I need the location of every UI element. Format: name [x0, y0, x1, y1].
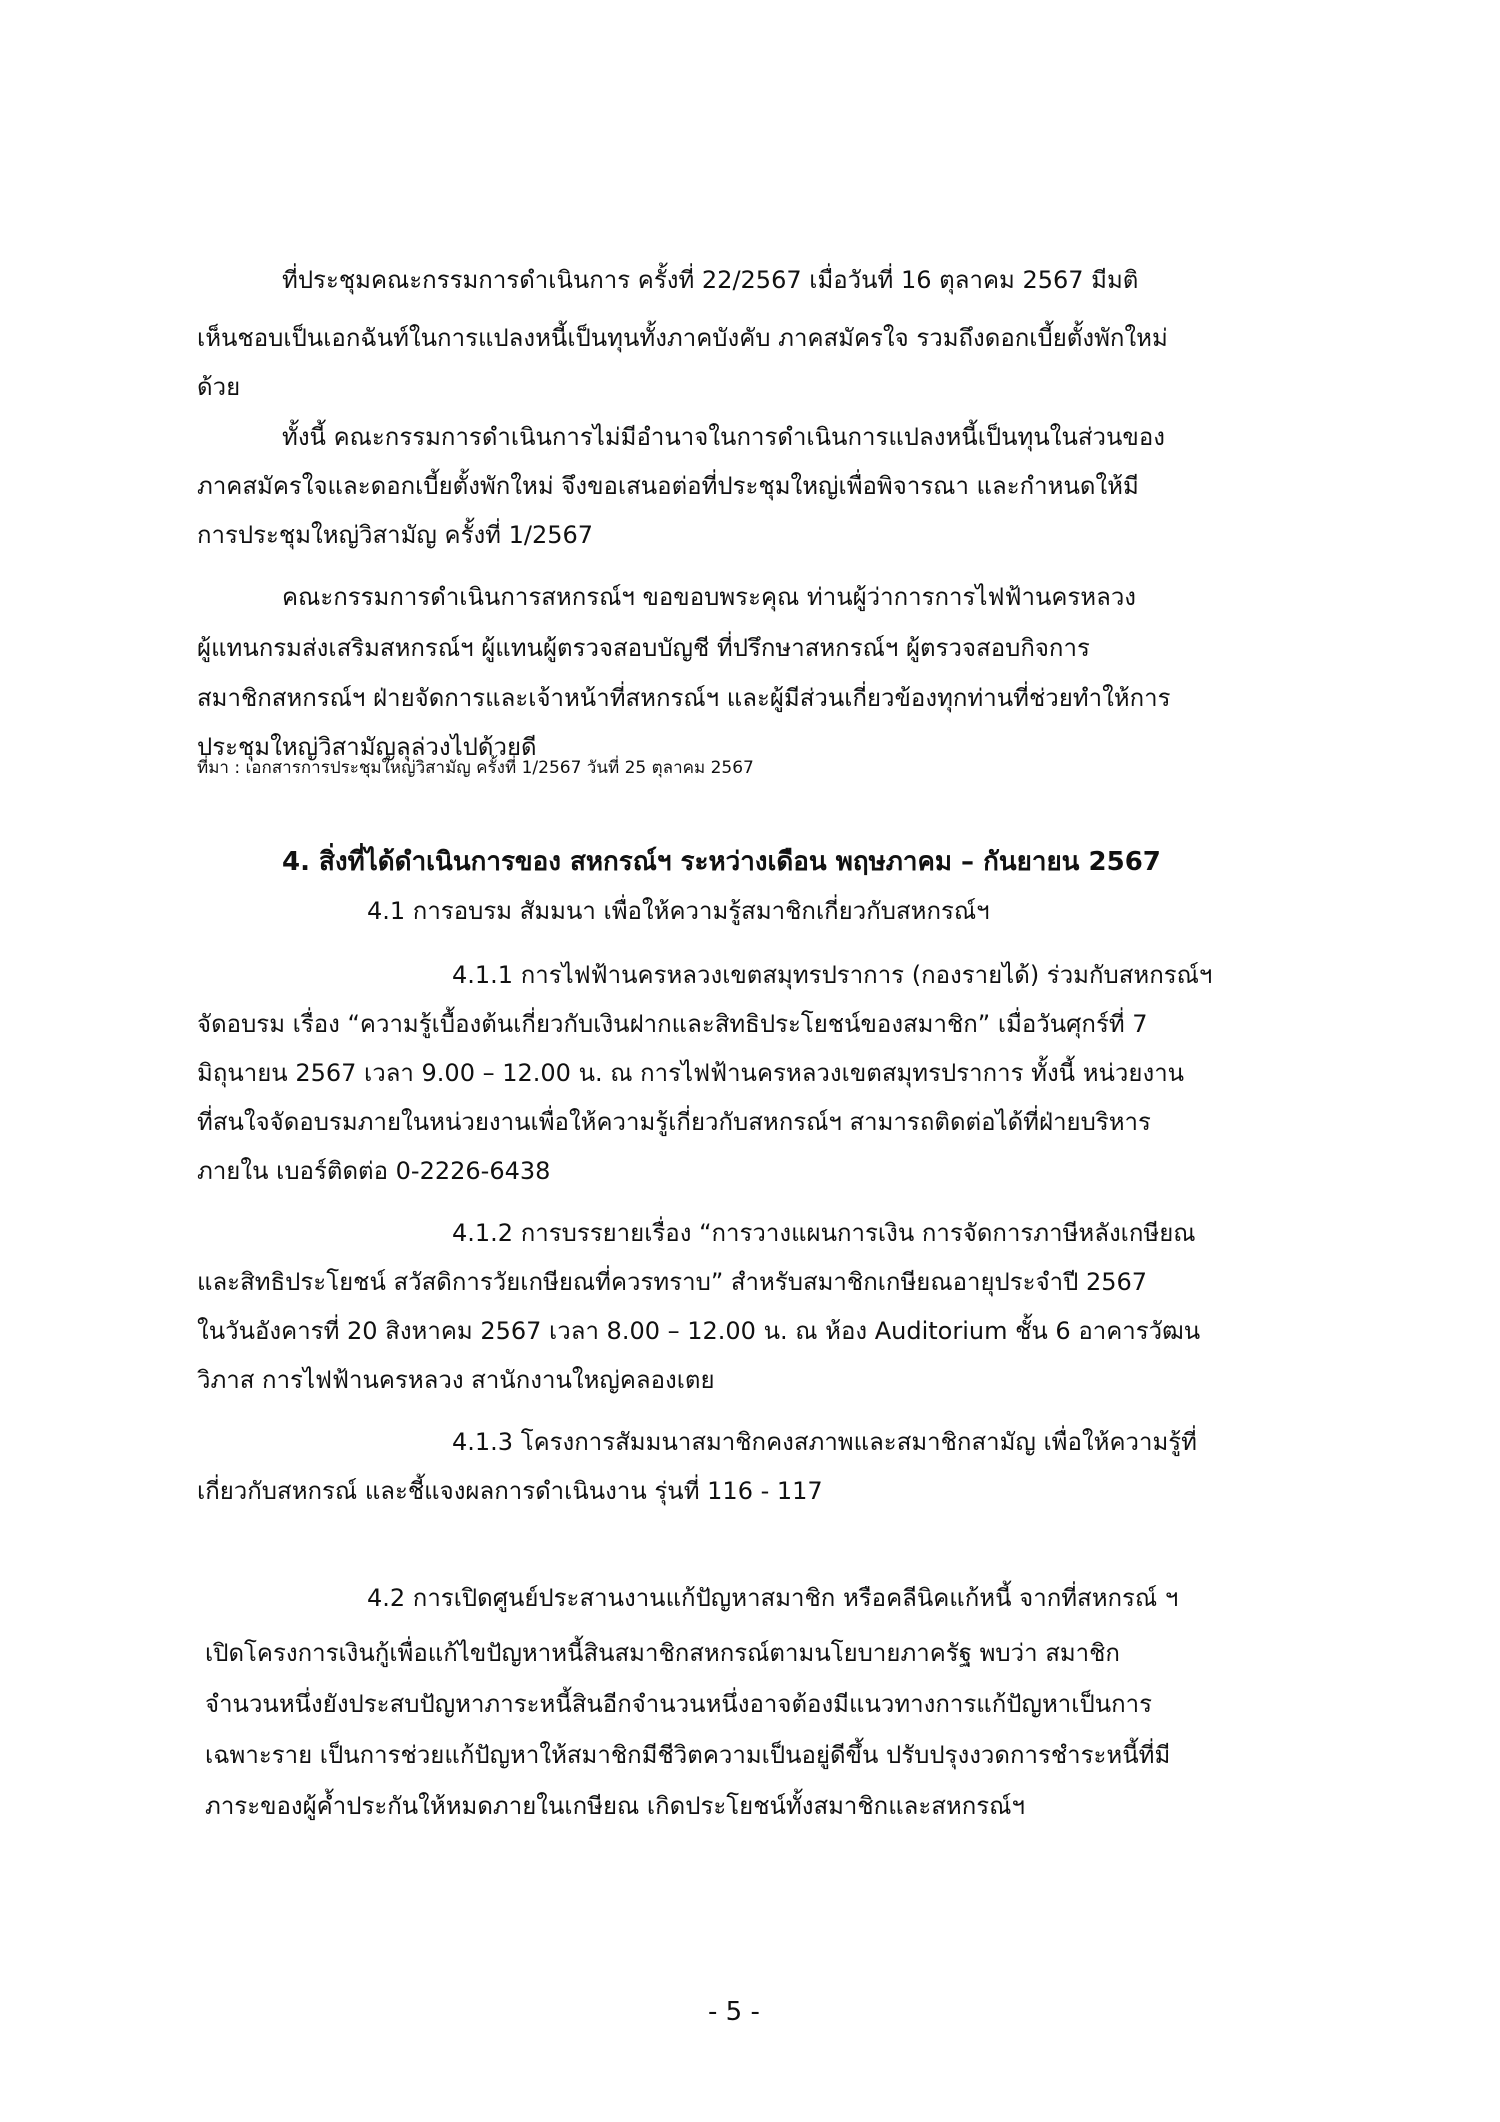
paragraph-1-line-3: ด้วย: [197, 373, 241, 401]
section-4-2-line-5: ภาระของผู้ค้ำประกันให้หมดภายในเกษียณ เกิดประโยชน์ทั้งสมาชิกและสหกรณ์ฯ: [205, 1792, 1025, 1820]
section-4-1-2-line-2: และสิทธิประโยชน์ สวัสดิการวัยเกษียณที่ควรทราบ” สำหรับสมาชิกเกษียณอายุประจำปี 2567: [197, 1268, 1148, 1296]
paragraph-3-line-3: สมาชิกสหกรณ์ฯ ฝ่ายจัดการและเจ้าหน้าที่สหกรณ์ฯ และผู้มีส่วนเกี่ยวข้องทุกท่านที่ช่วยทำให้การ: [197, 684, 1171, 712]
paragraph-3-line-2: ผู้แทนกรมส่งเสริมสหกรณ์ฯ ผู้แทนผู้ตรวจสอบบัญชี ที่ปรึกษาสหกรณ์ฯ ผู้ตรวจสอบกิจการ: [197, 634, 1090, 662]
page-number: - 5 -: [708, 1997, 760, 2027]
section-4-1-1-line-3: มิถุนายน 2567 เวลา 9.00 – 12.00 น. ณ การไฟฟ้านครหลวงเขตสมุทรปราการ ทั้งนี้ หน่วยงาน: [197, 1059, 1185, 1087]
paragraph-1-line-2: เห็นชอบเป็นเอกฉันท์ในการแปลงหนี้เป็นทุนทั้งภาคบังคับ ภาคสมัครใจ รวมถึงดอกเบี้ยตั้งพักใหม่: [197, 324, 1168, 352]
section-4-1-1-line-4: ที่สนใจจัดอบรมภายในหน่วยงานเพื่อให้ความรู้เกี่ยวกับสหกรณ์ฯ สามารถติดต่อได้ที่ฝ่ายบริหาร: [197, 1108, 1151, 1136]
section-4-2-line-4: เฉพาะราย เป็นการช่วยแก้ปัญหาให้สมาชิกมีชีวิตความเป็นอยู่ดีขึ้น ปรับปรุงงวดการชำระหนี้ที่มี: [205, 1741, 1171, 1769]
section-4-1-2-line-3: ในวันอังคารที่ 20 สิงหาคม 2567 เวลา 8.00 – 12.00 น. ณ ห้อง Auditorium ชั้น 6 อาคารวัฒน: [197, 1317, 1201, 1345]
paragraph-3-line-1: คณะกรรมการดำเนินการสหกรณ์ฯ ขอขอบพระคุณ ท่านผู้ว่าการการไฟฟ้านครหลวง: [282, 583, 1137, 611]
section-4-1-2-line-4: วิภาส การไฟฟ้านครหลวง สานักงานใหญ่คลองเตย: [197, 1366, 715, 1394]
section-4-2-line-3: จำนวนหนึ่งยังประสบปัญหาภาระหนี้สินอีกจำนวนหนึ่งอาจต้องมีแนวทางการแก้ปัญหาเป็นการ: [205, 1690, 1152, 1718]
section-4-1-1-line-1: 4.1.1 การไฟฟ้านครหลวงเขตสมุทรปราการ (กองรายได้) ร่วมกับสหกรณ์ฯ: [452, 961, 1213, 989]
paragraph-1-line-1: ที่ประชุมคณะกรรมการดำเนินการ ครั้งที่ 22/2567 เมื่อวันที่ 16 ตุลาคม 2567 มีมติ: [282, 266, 1139, 294]
section-4-1-1-line-5: ภายใน เบอร์ติดต่อ 0-2226-6438: [197, 1157, 551, 1185]
paragraph-2-line-3: การประชุมใหญ่วิสามัญ ครั้งที่ 1/2567: [197, 521, 594, 549]
section-4-1-3-line-2: เกี่ยวกับสหกรณ์ และชี้แจงผลการดำเนินงาน รุ่นที่ 116 - 117: [197, 1477, 823, 1505]
section-4-heading: 4. สิ่งที่ได้ดำเนินการของ สหกรณ์ฯ ระหว่างเดือน พฤษภาคม – กันยายน 2567: [282, 847, 1161, 877]
section-4-1-title: 4.1 การอบรม สัมมนา เพื่อให้ความรู้สมาชิกเกี่ยวกับสหกรณ์ฯ: [367, 897, 990, 925]
paragraph-3-line-4: ประชุมใหญ่วิสามัญลุล่วงไปด้วยดี: [197, 733, 537, 761]
paragraph-2-line-2: ภาคสมัครใจและดอกเบี้ยตั้งพักใหม่ จึงขอเสนอต่อที่ประชุมใหญ่เพื่อพิจารณา และกำหนดให้มี: [197, 472, 1139, 500]
section-4-1-2-line-1: 4.1.2 การบรรยายเรื่อง “การวางแผนการเงิน การจัดการภาษีหลังเกษียณ: [452, 1219, 1196, 1247]
section-4-1-1-line-2: จัดอบรม เรื่อง “ความรู้เบื้องต้นเกี่ยวกับเงินฝากและสิทธิประโยชน์ของสมาชิก” เมื่อวันศุกร์ที่ 7: [197, 1010, 1148, 1038]
paragraph-2-line-1: ทั้งนี้ คณะกรรมการดำเนินการไม่มีอำนาจในการดำเนินการแปลงหนี้เป็นทุนในส่วนของ: [282, 423, 1165, 451]
section-4-1-3-line-1: 4.1.3 โครงการสัมมนาสมาชิกคงสภาพและสมาชิกสามัญ เพื่อให้ความรู้ที่: [452, 1428, 1197, 1456]
section-4-2-line-1: 4.2 การเปิดศูนย์ประสานงานแก้ปัญหาสมาชิก หรือคลีนิคแก้หนี้ จากที่สหกรณ์ ฯ: [367, 1584, 1179, 1612]
source-note: ที่มา : เอกสารการประชุมใหญ่วิสามัญ ครั้งที่ 1/2567 วันที่ 25 ตุลาคม 2567: [197, 758, 754, 778]
section-4-2-line-2: เปิดโครงการเงินกู้เพื่อแก้ไขปัญหาหนี้สินสมาชิกสหกรณ์ตามนโยบายภาครัฐ พบว่า สมาชิก: [205, 1639, 1120, 1667]
